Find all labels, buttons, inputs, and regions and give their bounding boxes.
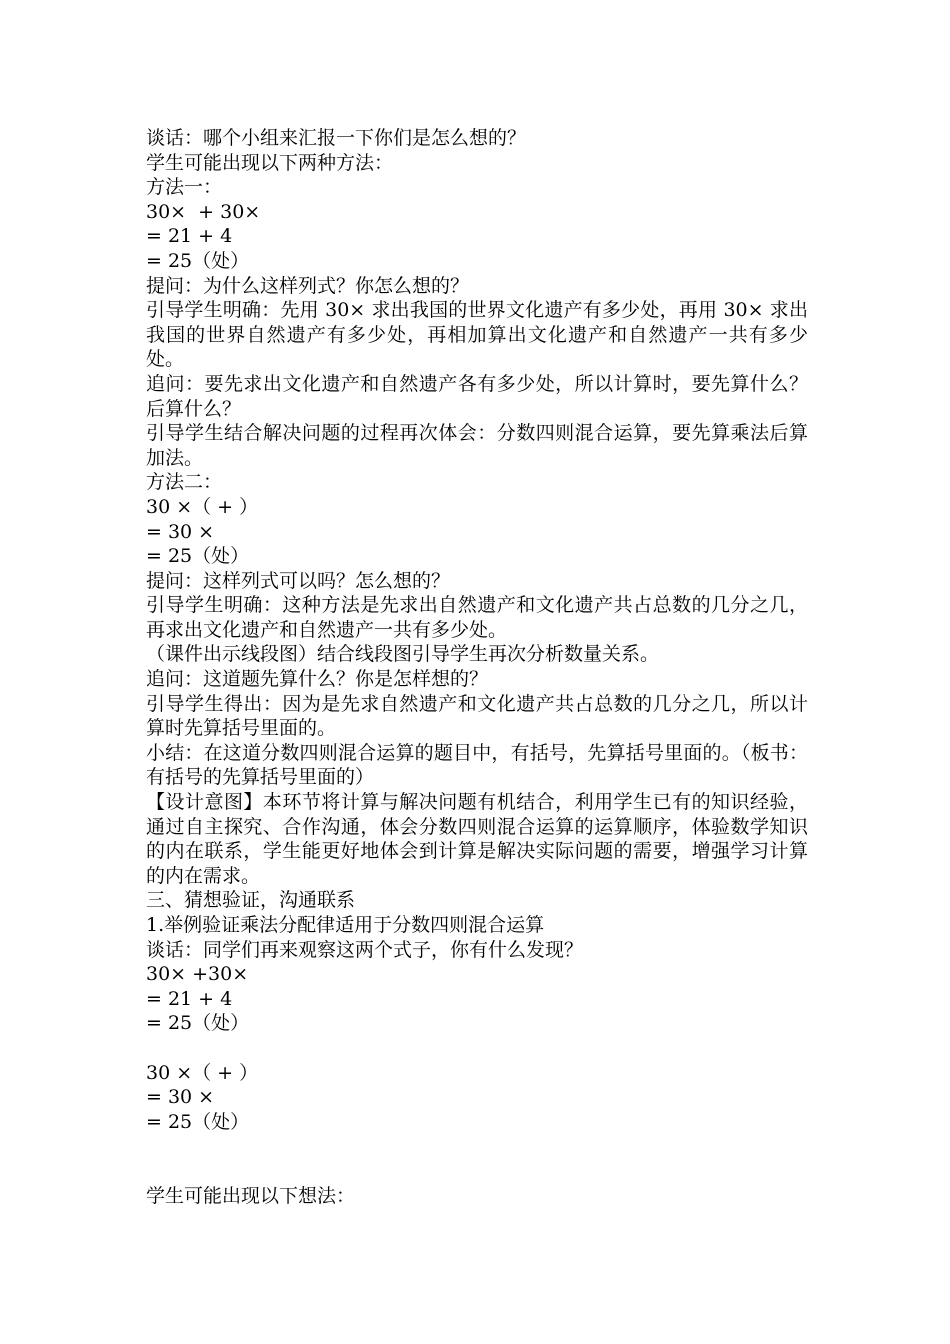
design-intent-paragraph: 【设计意图】本环节将计算与解决问题有机结合，利用学生已有的知识经验，通过自主探究、合作沟通，体会分数四则混合运算的运算顺序，体验数学知识的内在联系，学生能更好地体会到计算是解决实际问题的需要，增强学习计算的内在需求。 xyxy=(146,791,808,887)
text-line: 学生可能出现以下想法： xyxy=(146,1184,356,1207)
formula-line: = 25（处） xyxy=(146,249,250,272)
blank-line xyxy=(146,1036,808,1061)
formula-line: = 21 + 4 xyxy=(146,987,233,1010)
text-line: 提问：为什么这样列式？你怎么想的？ xyxy=(146,274,470,297)
document-body xyxy=(146,126,808,1208)
text-line: 学生可能出现以下两种方法： xyxy=(146,151,394,174)
formula-line: = 25（处） xyxy=(146,1110,250,1133)
blank-line xyxy=(146,1159,808,1184)
text-line: 谈话：哪个小组来汇报一下你们是怎么想的？ xyxy=(146,127,527,149)
text-line: 提问：这样列式可以吗？怎么想的？ xyxy=(146,569,451,592)
formula-line: = 30 × xyxy=(146,520,215,543)
formula-line: 30 ×（ + ） xyxy=(146,495,259,518)
section-heading: 三、猜想验证，沟通联系 xyxy=(146,889,356,912)
text-line: 方法一： xyxy=(146,176,223,199)
paragraph: 引导学生明确：这种方法是先求出自然遗产和文化遗产共占总数的几分之几，再求出文化遗产和自然遗产一共有多少处。 xyxy=(146,594,808,641)
blank-line xyxy=(146,1134,808,1159)
formula-line: 30 ×（ + ） xyxy=(146,1061,259,1084)
paragraph: 小结：在这道分数四则混合运算的题目中，有括号，先算括号里面的。（板书：有括号的先算括号里面的） xyxy=(146,741,808,789)
formula-line: = 25（处） xyxy=(146,545,250,568)
formula-line: = 30 × xyxy=(146,1086,215,1109)
text-line: （课件出示线段图）结合线段图引导学生再次分析数量关系。 xyxy=(146,643,660,666)
text-line: 谈话：同学们再来观察这两个式子，你有什么发现？ xyxy=(146,938,584,961)
paragraph: 引导学生结合解决问题的过程再次体会：分数四则混合运算，要先算乘法后算加法。 xyxy=(146,422,808,469)
formula-line: 30× + 30× xyxy=(146,200,261,223)
formula-line: = 21 + 4 xyxy=(146,225,233,248)
paragraph: 引导学生得出：因为是先求自然遗产和文化遗产共占总数的几分之几，所以计算时先算括号里面的。 xyxy=(146,692,808,740)
paragraph: 追问：要先求出文化遗产和自然遗产各有多少处，所以计算时，要先算什么？后算什么？ xyxy=(146,372,808,420)
text-line: 追问：这道题先算什么？你是怎样想的？ xyxy=(146,668,489,691)
text-line: 方法二： xyxy=(146,471,223,494)
subsection-heading: 1.举例验证乘法分配律适用于分数四则混合运算 xyxy=(146,914,545,936)
paragraph: 引导学生明确：先用 30× 求出我国的世界文化遗产有多少处，再用 30× 求出我国的世界自然遗产有多少处，再相加算出文化遗产和自然遗产一共有多少处。 xyxy=(146,299,808,371)
formula-line: 30× +30× xyxy=(146,963,249,986)
formula-line: = 25（处） xyxy=(146,1012,250,1035)
